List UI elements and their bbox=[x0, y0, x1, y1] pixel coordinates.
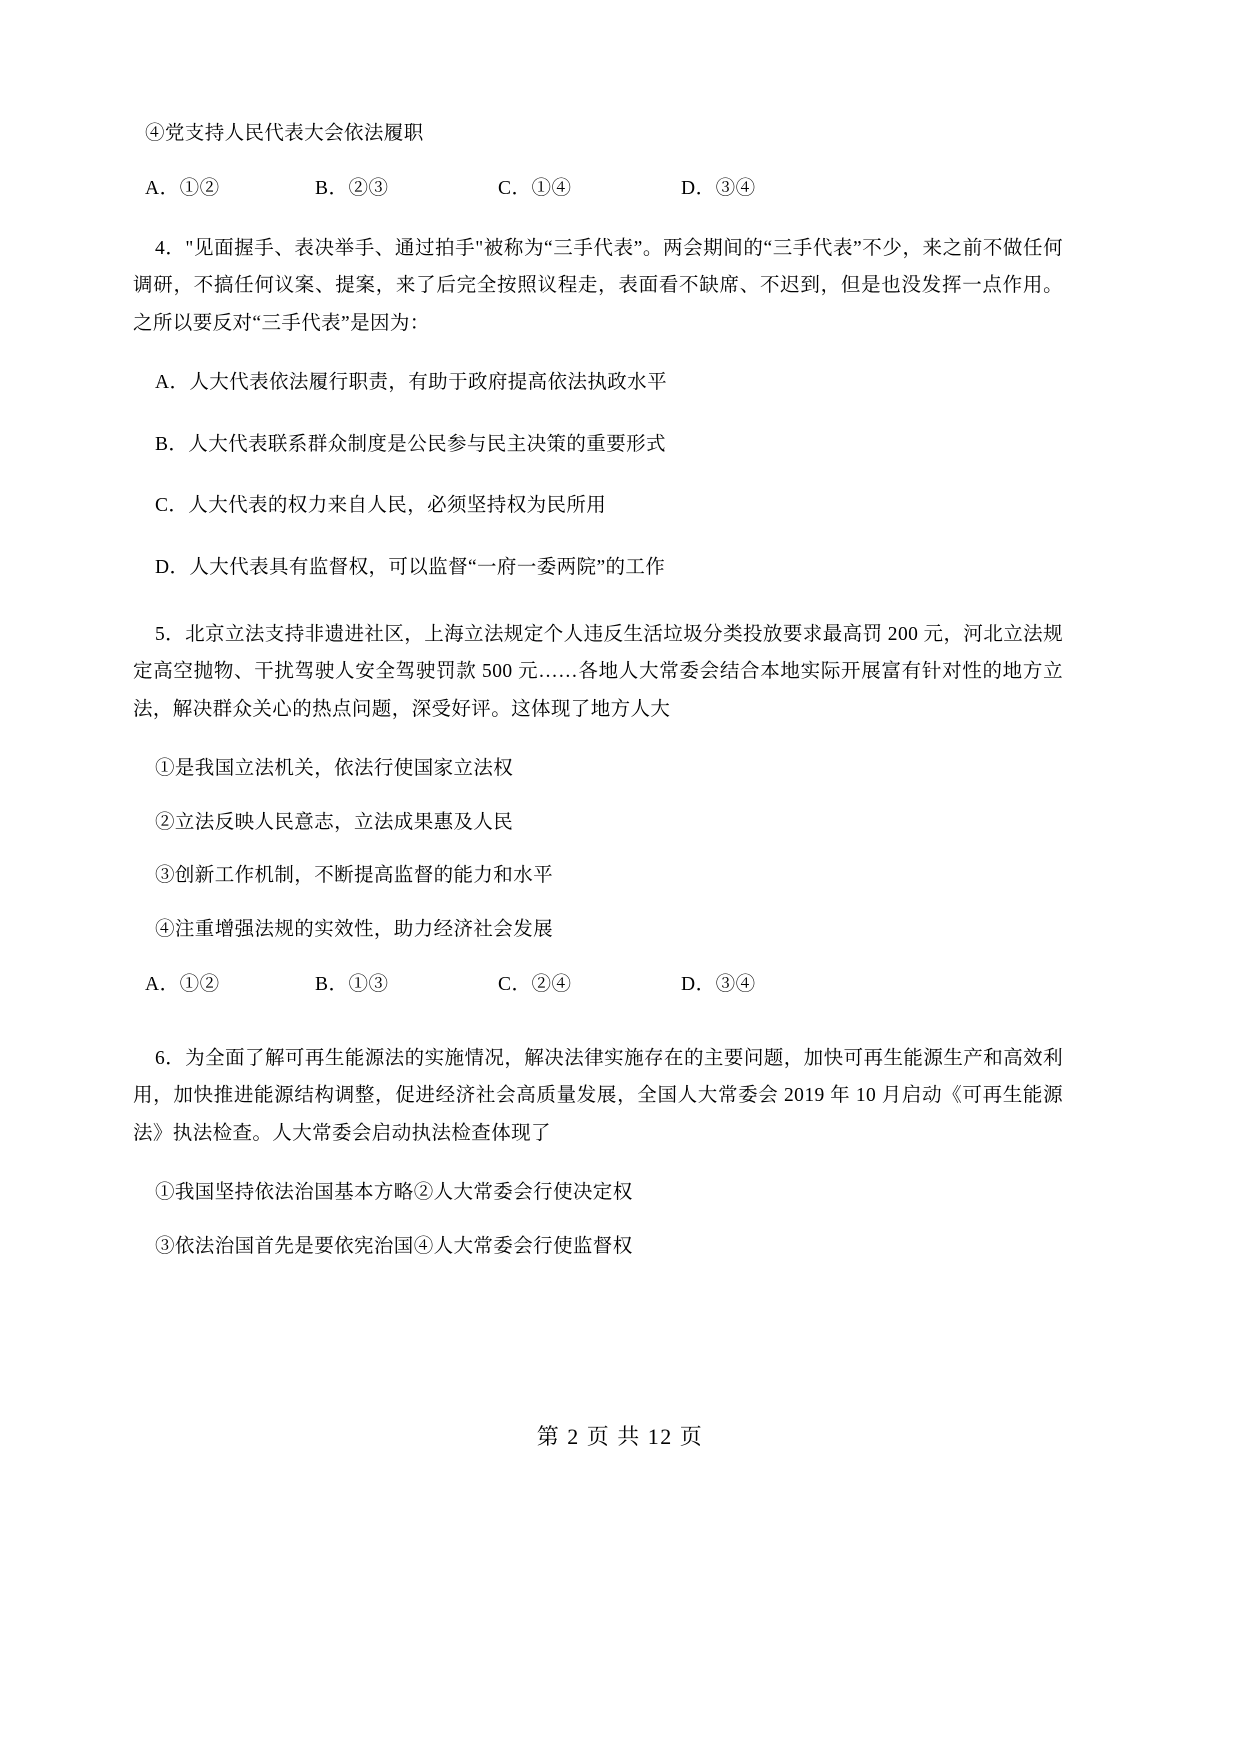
question-5-option-c-value: ②④ bbox=[531, 973, 572, 995]
question-4-option-c[interactable]: C．人大代表的权力来自人民，必须坚持权为民所用 bbox=[155, 495, 607, 517]
question-5-item-1: ①是我国立法机关，依法行使国家立法权 bbox=[155, 758, 514, 780]
question-5-option-a-value: ①② bbox=[179, 973, 220, 995]
question-5-option-d[interactable]: D．③④ bbox=[681, 973, 756, 995]
question-3-options bbox=[133, 174, 1063, 204]
question-5-option-b-value: ①③ bbox=[348, 973, 389, 995]
question-3-option-d[interactable]: D．③④ bbox=[681, 177, 756, 199]
question-3-option-a-value: ①② bbox=[179, 177, 220, 199]
question-5-item-4: ④注重增强法规的实效性，助力经济社会发展 bbox=[155, 919, 554, 941]
block-spacer bbox=[133, 1026, 1063, 1040]
page-footer: 第 2 页 共 12 页 bbox=[536, 1424, 704, 1449]
question-6-stem: 6．为全面了解可再生能源法的实施情况，解决法律实施存在的主要问题，加快可再生能源生产和高效利用，加快推进能源结构调整，促进经济社会高质量发展，全国人大常委会 2019 年 10 月启动《可再生能源法》执法检查。人大常委会启动执法检查体现了 bbox=[133, 1047, 1063, 1144]
question-5-options bbox=[133, 970, 1063, 1000]
question-3-option-b[interactable]: B．②③ bbox=[315, 177, 389, 199]
page-content bbox=[133, 120, 1063, 1287]
question-4-option-a[interactable]: A．人大代表依法履行职责，有助于政府提高依法执政水平 bbox=[155, 372, 667, 393]
question-5-item-3: ③创新工作机制，不断提高监督的能力和水平 bbox=[155, 865, 554, 887]
question-3-item-4: ④党支持人民代表大会依法履职 bbox=[145, 123, 424, 144]
question-3-option-c-value: ①④ bbox=[531, 177, 572, 199]
question-3-option-a[interactable]: A．①② bbox=[145, 177, 220, 199]
question-5-stem: 5．北京立法支持非遗进社区，上海立法规定个人违反生活垃圾分类投放要求最高罚 200 元，河北立法规定高空抛物、干扰驾驶人安全驾驶罚款 500 元……各地人大常委会结合本地实际开展富有针对性的地方立法，解决群众关心的热点问题，深受好评。这体现了地方人大 bbox=[133, 623, 1063, 720]
question-5-item-2: ②立法反映人民意志，立法成果惠及人民 bbox=[155, 811, 514, 833]
question-5-option-c[interactable]: C．②④ bbox=[498, 973, 572, 995]
question-6-item-line-2: ③依法治国首先是要依宪治国④人大常委会行使监督权 bbox=[155, 1235, 633, 1257]
question-4-stem: 4．"见面握手、表决举手、通过拍手"被称为“三手代表”。两会期间的“三手代表”不少，来之前不做任何调研，不搞任何议案、提案，来了后完全按照议程走，表面看不缺席、不迟到，但是也没发挥一点作用。之所以要反对“三手代表”是因为： bbox=[133, 237, 1063, 334]
question-4-option-d[interactable]: D．人大代表具有监督权，可以监督“一府一委两院”的工作 bbox=[155, 557, 666, 579]
question-5-option-b[interactable]: B．①③ bbox=[315, 973, 389, 995]
question-3-option-c[interactable]: C．①④ bbox=[498, 177, 572, 199]
question-4-option-b[interactable]: B．人大代表联系群众制度是公民参与民主决策的重要形式 bbox=[155, 433, 666, 455]
question-6-item-line-1: ①我国坚持依法治国基本方略②人大常委会行使决定权 bbox=[155, 1182, 633, 1204]
question-3-option-b-value: ②③ bbox=[348, 177, 389, 199]
question-5-option-d-value: ③④ bbox=[715, 973, 756, 995]
question-3-option-d-value: ③④ bbox=[715, 177, 756, 199]
question-5-option-a[interactable]: A．①② bbox=[145, 973, 220, 995]
